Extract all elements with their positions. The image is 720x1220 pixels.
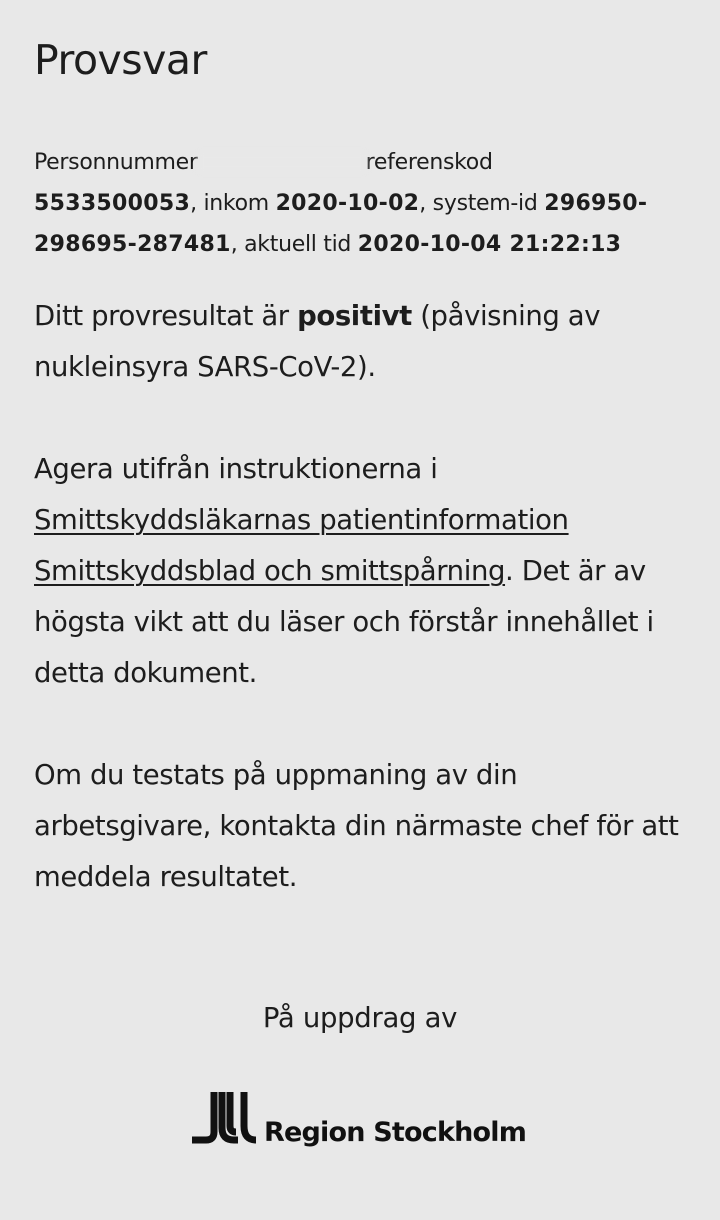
logo-text: Region Stockholm xyxy=(264,1117,527,1148)
referenskod-label: referenskod xyxy=(365,150,493,175)
test-metadata xyxy=(34,142,694,265)
smittskyddsblad-link[interactable]: Smittskyddsblad och smittspårning xyxy=(34,555,506,587)
system-id-label: , system-id xyxy=(419,191,545,216)
employer-paragraph: Om du testats på uppmaning av din arbetsgivare, kontakta din närmaste chef för att meddela resultatet. xyxy=(34,759,679,893)
patientinformation-link[interactable]: Smittskyddsläkarnas patientinformation xyxy=(34,504,569,536)
inkom-label: , inkom xyxy=(190,191,276,216)
instructions-text-after: . Det är av högsta vikt att du läser och förstår innehållet i detta dokument. xyxy=(34,555,654,689)
personnummer-label: Personnummer xyxy=(34,150,198,175)
result-word: positivt xyxy=(297,300,412,332)
system-id-value: 296950-298695-287481 xyxy=(34,191,648,257)
aktuell-tid-value: 2020-10-04 21:22:13 xyxy=(357,232,622,257)
result-paragraph xyxy=(34,291,694,393)
instructions-paragraph xyxy=(34,444,694,699)
region-stockholm-logo xyxy=(192,1090,526,1146)
on-behalf-text: På uppdrag av xyxy=(262,1002,458,1034)
region-stockholm-logo-icon xyxy=(192,1090,258,1146)
inkom-value: 2020-10-02 xyxy=(275,191,420,216)
redacted-personnummer xyxy=(198,152,366,172)
instructions-text-before: Agera utifrån instruktionerna i xyxy=(34,453,438,485)
aktuell-tid-label: , aktuell tid xyxy=(230,232,358,257)
result-text-after: (påvisning av nukleinsyra SARS-CoV-2). xyxy=(34,300,601,383)
referenskod-value: 5533500053 xyxy=(34,191,191,216)
page-title: Provsvar xyxy=(34,36,207,84)
result-text-before: Ditt provresultat är xyxy=(34,300,298,332)
